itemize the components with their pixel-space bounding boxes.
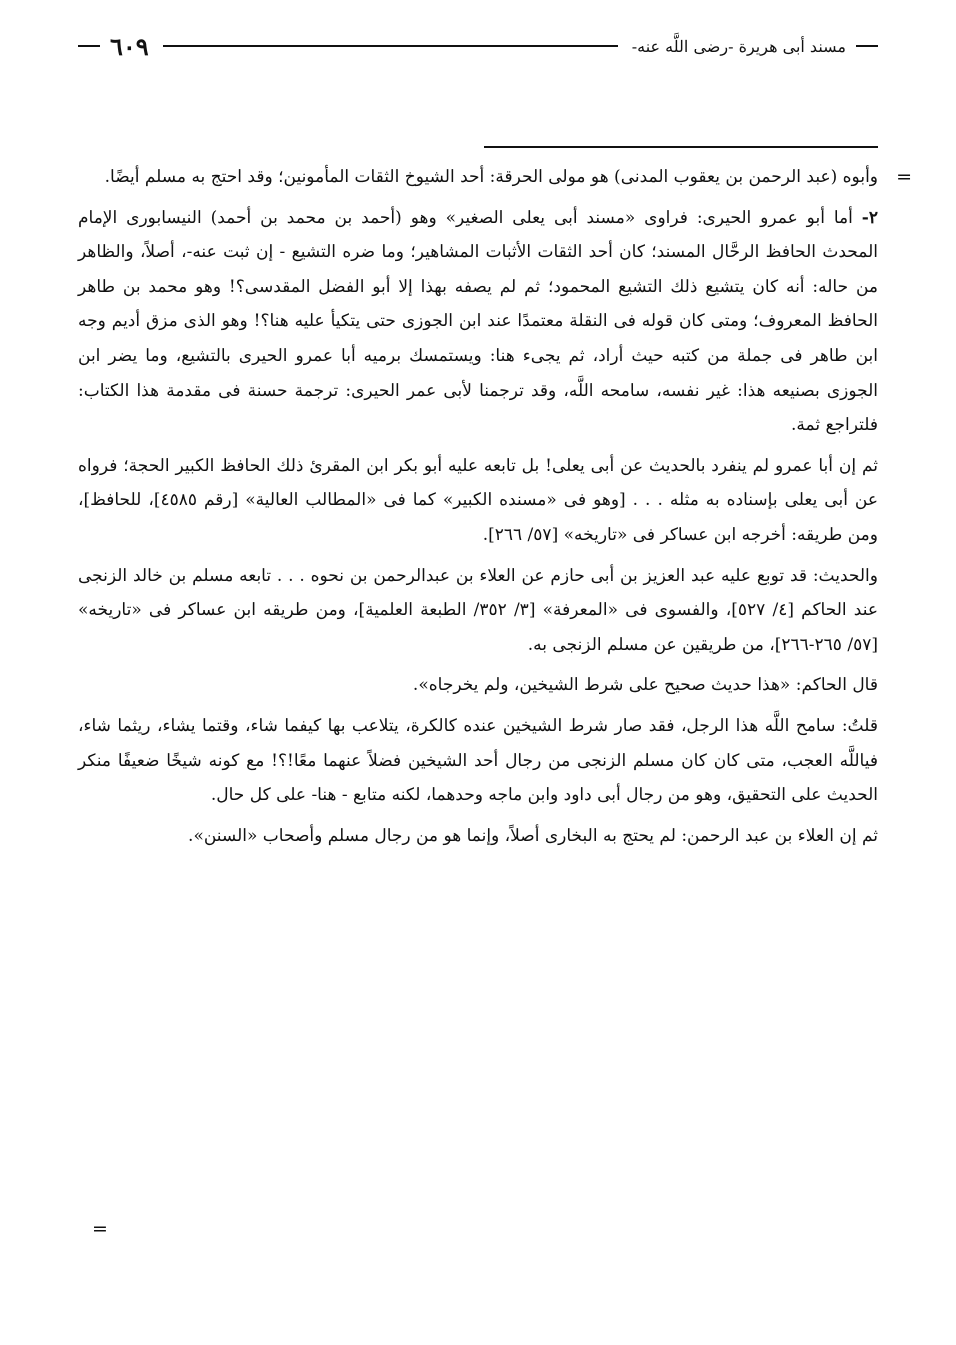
footnote-continuation [78, 160, 912, 195]
continuation-mark-bottom: = [92, 1218, 108, 1240]
header-dash-right [856, 45, 878, 47]
footnote-text: أما أبو عمرو الحيرى: فراوى «مسند أبى يعلى الصغير» وهو (أحمد بن محمد بن أحمد) النيسابورى الإمام المحدث الحافظ الرحَّال المسند؛ كان أحد الثقات الأثبات المشاهير؛ وما ضره التشيع - إن ثبت عنه-، أصلاً، والظاهر من حاله: أنه كان يتشيع ذلك التشيع المحمود؛ ثم لم يصفه بهذا إلا أبو الفضل المقدسى؟! وهو محمد بن طاهر الحافظ المعروف؛ ومتى كان قوله فى النقلة معتمدًا عند ابن الجوزى حتى يتكيأ عليه هنا؟! وهو الذى مزق أديم وجه ابن طاهر فى جملة من كتبه حيث أراد، ثم يجىء هنا: ويستمسك برميه أبا عمرو الحيرى بالتشيع، وما يضر ابن الجوزى بصنيعه هذا: غير نفسه، سامحه اللَّه، وقد ترجمنا لأبى عمر الحيرى: ترجمة حسنة فى مقدمة هذا الكتاب: فلتراجع ثمة. [78, 207, 878, 436]
footnote-paragraph: قلتُ: سامح اللَّه هذا الرجل، فقد صار شرط الشيخين عنده كالكرة، يتلاعب بها كيفما شاء، وقتما يشاء، ريثما شاء، فياللَّه العجب، متى كان كان مسلم الزنجى من رجال أحد الشيخين فضلاً عنهما معًا!؟! مع كونه شيخًا ضعيفًا منكر الحديث على التحقيق، وهو من رجال أبى داود وابن ماجه وحدهما، لكنه متابع - هنا- على كل حال. [78, 715, 878, 806]
header-rule [163, 45, 618, 47]
footnote-paragraph: ثم إن العلاء بن عبد الرحمن: لم يحتج به البخارى أصلاً، وإنما هو من رجال مسلم وأصحاب «السنن». [188, 825, 878, 846]
page-header [78, 30, 878, 62]
footnote-text: وأبوه (عبد الرحمن بن يعقوب المدنى) هو مولى الحرقة: أحد الشيوخ الثقات المأمونين؛ وقد احتج به مسلم أيضًا. [104, 167, 878, 187]
page-number: ٦٠٩ [110, 31, 149, 61]
footnote-separator [484, 146, 878, 148]
header-dash-left [78, 45, 100, 47]
footnote-2 [78, 201, 878, 443]
footnote-paragraph: قال الحاكم: «هذا حديث صحيح على شرط الشيخين، ولم يخرجاه». [412, 675, 878, 696]
footnote-paragraph: ثم إن أبا عمرو لم ينفرد بالحديث عن أبى يعلى! بل تابعه عليه أبو بكر ابن المقرئ ذلك الحافظ الكبير الحجة؛ فرواه عن أبى يعلى بإسناده به مثله . . . [وهو فى «مسنده الكبير» كما فى «المطالب العالية» [رقم ٤٥٨٥]، للحافظ]، ومن طريقه: أخرجه ابن عساكر فى «تاريخه» [٥٧/ ٢٦٦]. [78, 455, 878, 545]
footnote-number: ٢- [861, 207, 878, 228]
footnotes-block [78, 160, 912, 859]
running-title: مسند أبى هريرة -رضى اللَّه عنه- [631, 36, 846, 56]
continuation-mark-top: = [896, 166, 912, 188]
footnote-paragraph: والحديث: قد توبع عليه عبد العزيز بن أبى حازم عن العلاء بن عبدالرحمن بن نحوه . . . تابعه مسلم بن خالد الزنجى عند الحاكم [٤/ ٥٢٧]، والفسوى فى «المعرفة» [٣/ ٣٥٢/ الطبعة العلمية]، ومن طريقه ابن عساكر فى «تاريخه» [٥٧/ ٢٦٥-٢٦٦]، من طريقين عن مسلم الزنجى به. [78, 565, 878, 655]
